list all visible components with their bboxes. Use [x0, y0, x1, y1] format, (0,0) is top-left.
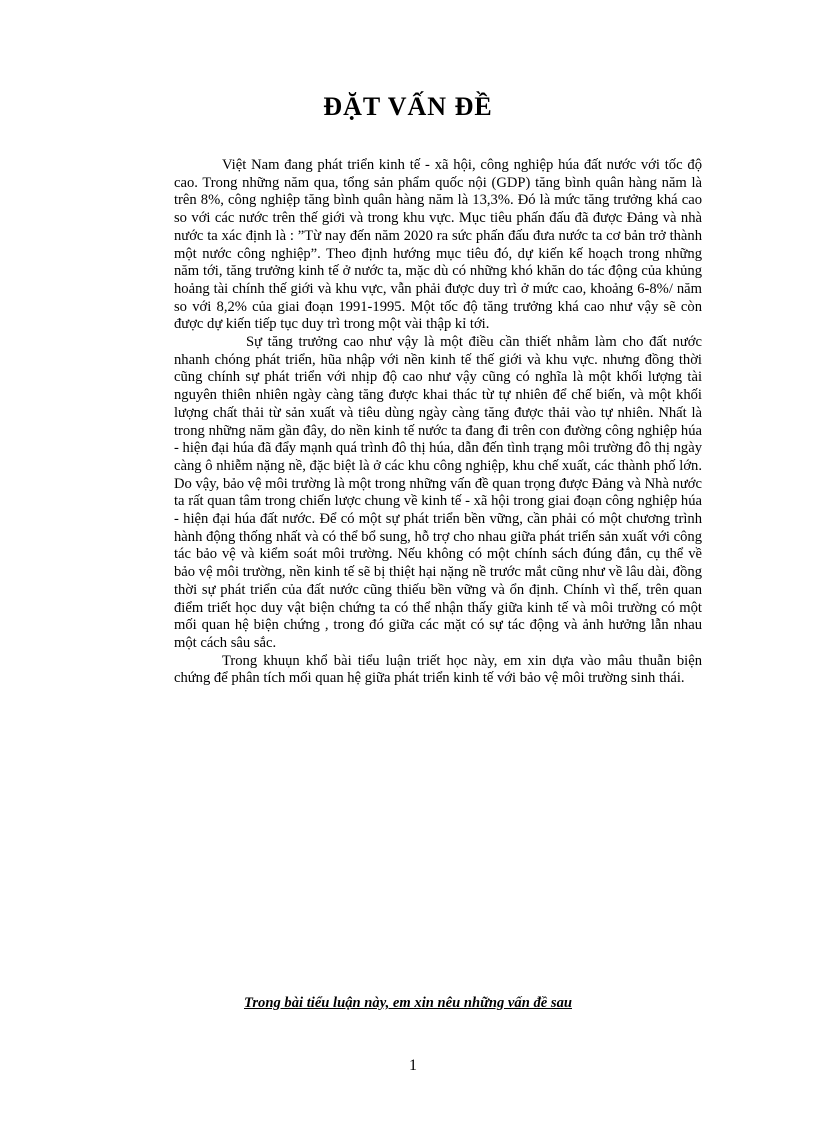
page-number: 1: [409, 1057, 417, 1074]
paragraph-environment-impact: Sự tăng trưởng cao như vậy là một điều cần thiết nhằm làm cho đất nước nhanh chóng phát triển, hũa nhập với nền kinh tế thế giới và khu vực. nhưng đồng thời cũng chính sự phát triển với nhịp độ cao như vậy cũng có nghĩa là một khối lượng tài nguyên thiên nhiên ngày càng tăng được khai thác từ tự nhiên để chế biến, và một khối lượng chất thải từ sản xuất và tiêu dùng ngày càng tăng được thải vào tự nhiên. Nhất là trong những năm gần đây, do nền kinh tế nước ta đang đi trên con đường công nghiệp húa - hiện đại húa đã đẩy mạnh quá trình đô thị húa, dẫn đến tình trạng môi trường đô thị ngày càng ô nhiễm nặng nề, đặc biệt là ở các khu công nghiệp, khu chế xuất, các thành phố lớn. Do vậy, bảo vệ môi trường là một trong những vấn đề quan trọng được Đảng và Nhà nước ta rất quan tâm trong chiến lược chung về kinh tế - xã hội trong giai đoạn công nghiệp húa - hiện đại húa đất nước. Để có một sự phát triển bền vững, cần phải có một chương trình hành động thống nhất và có thể bổ sung, hỗ trợ cho nhau giữa phát triển sản xuất với công tác bảo vệ và kiểm soát môi trường. Nếu không có một chính sách đúng đắn, cụ thể về bảo vệ môi trường, nền kinh tế sẽ bị thiệt hại nặng nề trước mắt cũng như về lâu dài, đồng thời sự phát triển của đất nước cũng thiếu bền vững và ổn định. Chính vì thế, trên quan điểm triết học duy vật biện chứng ta có thể nhận thấy giữa kinh tế và môi trường có một mối quan hệ biện chứng , trong đó giữa các mặt có sự tác động và ảnh hưởng lẫn nhau một cách sâu sắc.: [174, 334, 702, 651]
paragraph-essay-scope: Trong khuụn khổ bài tiểu luận triết học này, em xin dựa vào mâu thuẫn biện chứng để phân tích mối quan hệ giữa phát triển kinh tế với bảo vệ môi trường sinh thái.: [174, 652, 702, 687]
section-heading: Trong bài tiểu luận này, em xin nêu những vấn đề sau: [244, 995, 572, 1011]
body-text: [174, 157, 702, 688]
paragraph-growth-overview: Việt Nam đang phát triển kinh tế - xã hội, công nghiệp húa đất nước với tốc độ cao. Trong những năm qua, tổng sản phẩm quốc nội (GDP) tăng bình quân hàng năm là trên 8%, công nghiệp tăng bình quân hàng năm là 13,3%. Đó là mức tăng trưởng khá cao so với các nước trên thế giới và trong khu vực. Mục tiêu phấn đấu đã được Đảng và nhà nước ta xác định là : ”Từ nay đến năm 2020 ra sức phấn đấu đưa nước ta cơ bản trở thành một nước công nghiệp”. Theo định hướng mục tiêu đó, dự kiến kế hoạch trong những năm tới, tăng trưởng kinh tế ở nước ta, mặc dù có những khó khăn do tác động của khủng hoảng tài chính thế giới và khu vực, vẫn phải được duy trì ở mức cao, khoảng 6-8%/ năm so với 8,2% của giai đoạn 1991-1995. Một tốc độ tăng trưởng khá cao như vậy sẽ còn được dự kiến tiếp tục duy trì trong một vài thập kỉ tới.: [174, 157, 702, 333]
page-title: ĐẶT VẤN ĐỀ: [323, 92, 493, 121]
